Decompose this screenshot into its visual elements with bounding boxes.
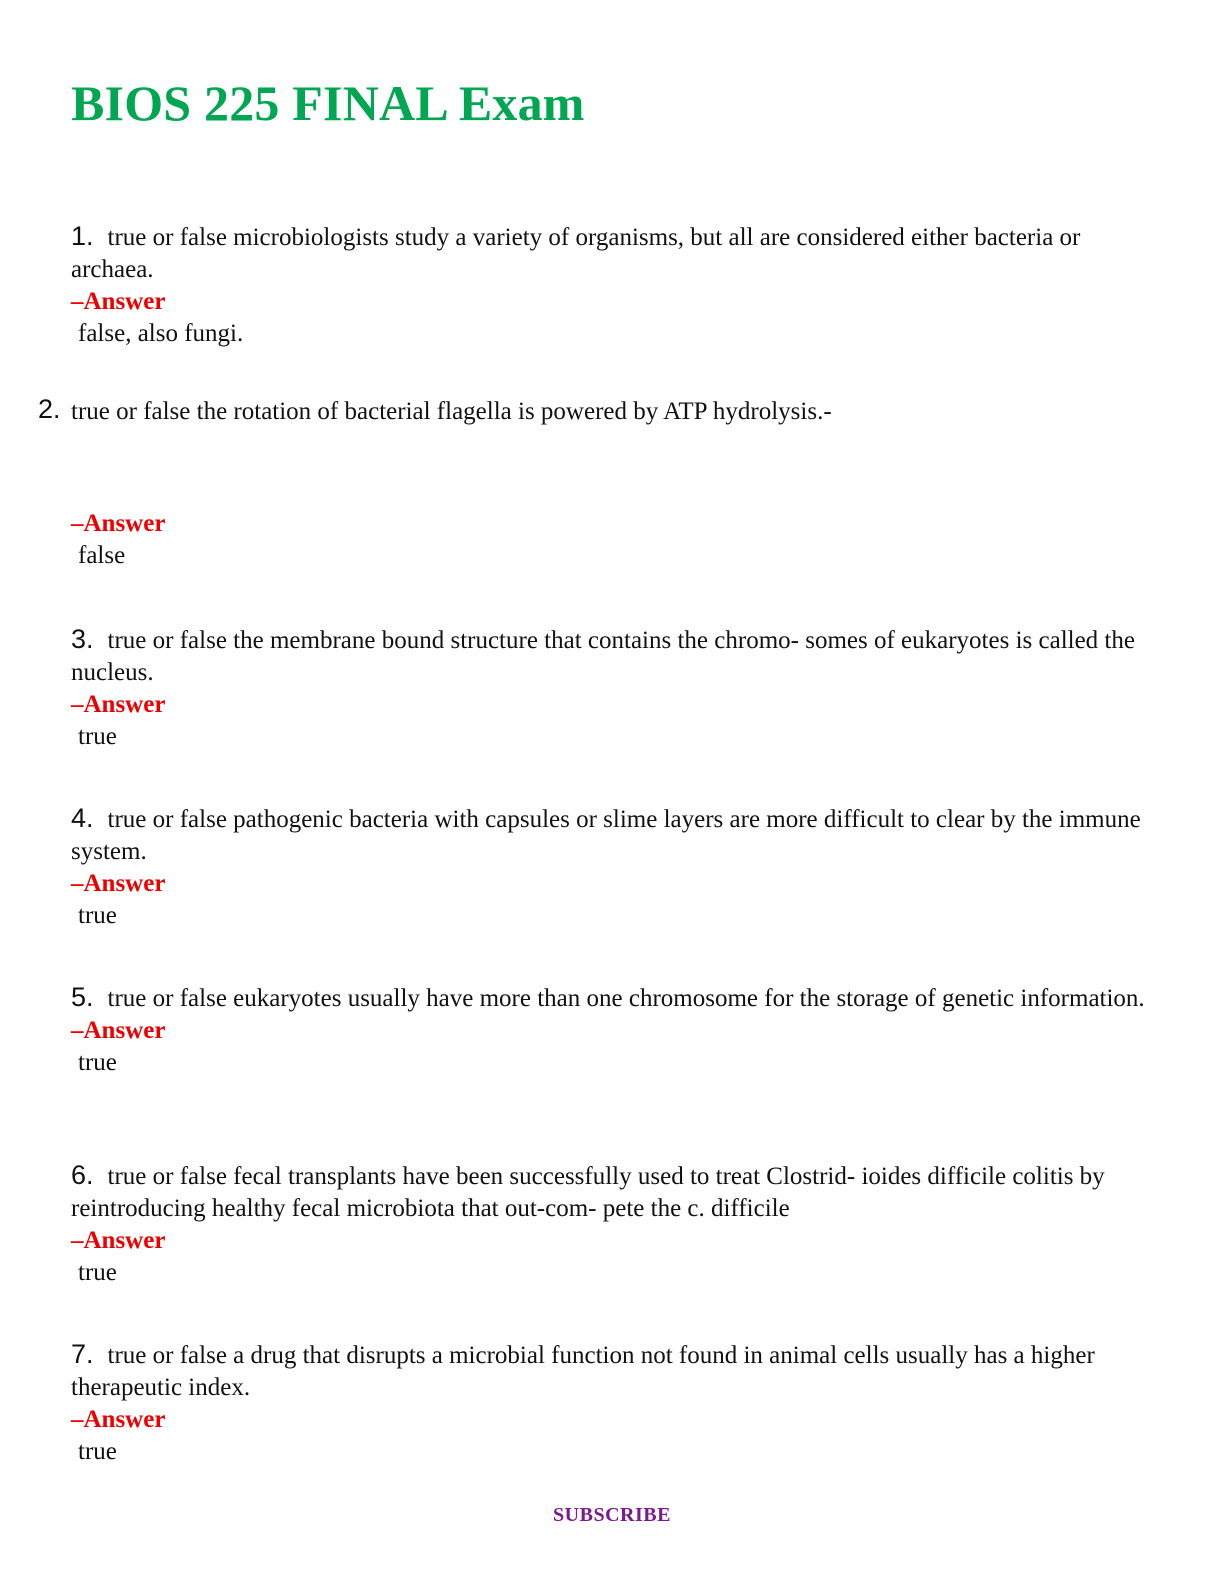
question-item [71, 1338, 1156, 1468]
question-body: true or false the rotation of bacterial flagella is powered by ATP hydrolysis.- [71, 398, 832, 425]
question-number: 2. [38, 394, 61, 424]
answer-text: false, also fungi. [78, 320, 244, 347]
question-number: 5. [71, 982, 94, 1012]
question-item [71, 1159, 1156, 1289]
answer-text: true [78, 723, 117, 750]
question-body: true or false fecal transplants have been successfully used to treat Clostrid- ioides difficile colitis by reintroducing healthy fecal microbiota that out-com- pete the c. difficile [71, 1163, 1105, 1222]
question-number: 1. [71, 221, 94, 251]
question-body: true or false a drug that disrupts a microbial function not found in animal cells usually has a higher therapeutic index. [71, 1342, 1095, 1401]
question-item [71, 623, 1156, 753]
question-item [71, 220, 1156, 350]
answer-label: –Answer [71, 288, 166, 315]
subscribe-link[interactable]: SUBSCRIBE [553, 1504, 671, 1526]
answer-label: –Answer [71, 1017, 166, 1044]
question-text [71, 623, 1156, 689]
answer-label: –Answer [71, 510, 166, 537]
answer-text: true [78, 1259, 117, 1286]
answer-label: –Answer [71, 1406, 166, 1433]
question-body: true or false microbiologists study a variety of organisms, but all are considered either bacteria or archaea. [71, 224, 1081, 283]
answer-text: true [78, 1049, 117, 1076]
question-item [71, 981, 1156, 1079]
answer-text: true [78, 902, 117, 929]
document-title: BIOS 225 FINAL Exam [71, 75, 585, 131]
answer-label: –Answer [71, 691, 166, 718]
answer-label: –Answer [71, 870, 166, 897]
question-text [38, 394, 1156, 428]
question-text [71, 1159, 1156, 1225]
question-body: true or false eukaryotes usually have more than one chromosome for the storage of genetic information. [107, 985, 1145, 1012]
question-text [71, 1338, 1156, 1404]
question-text [71, 220, 1156, 286]
question-text [71, 981, 1156, 1015]
answer-text: true [78, 1438, 117, 1465]
question-number: 6. [71, 1160, 94, 1190]
question-number: 3. [71, 624, 94, 654]
question-body: true or false the membrane bound structure that contains the chromo- somes of eukaryotes is called the nucleus. [71, 627, 1135, 686]
question-item [38, 394, 1156, 572]
question-body: true or false pathogenic bacteria with capsules or slime layers are more difficult to clear by the immune system. [71, 806, 1141, 865]
question-item [71, 802, 1156, 932]
answer-label: –Answer [71, 1227, 166, 1254]
question-number: 4. [71, 803, 94, 833]
answer-text: false [78, 542, 126, 569]
question-text [71, 802, 1156, 868]
question-number: 7. [71, 1339, 94, 1369]
